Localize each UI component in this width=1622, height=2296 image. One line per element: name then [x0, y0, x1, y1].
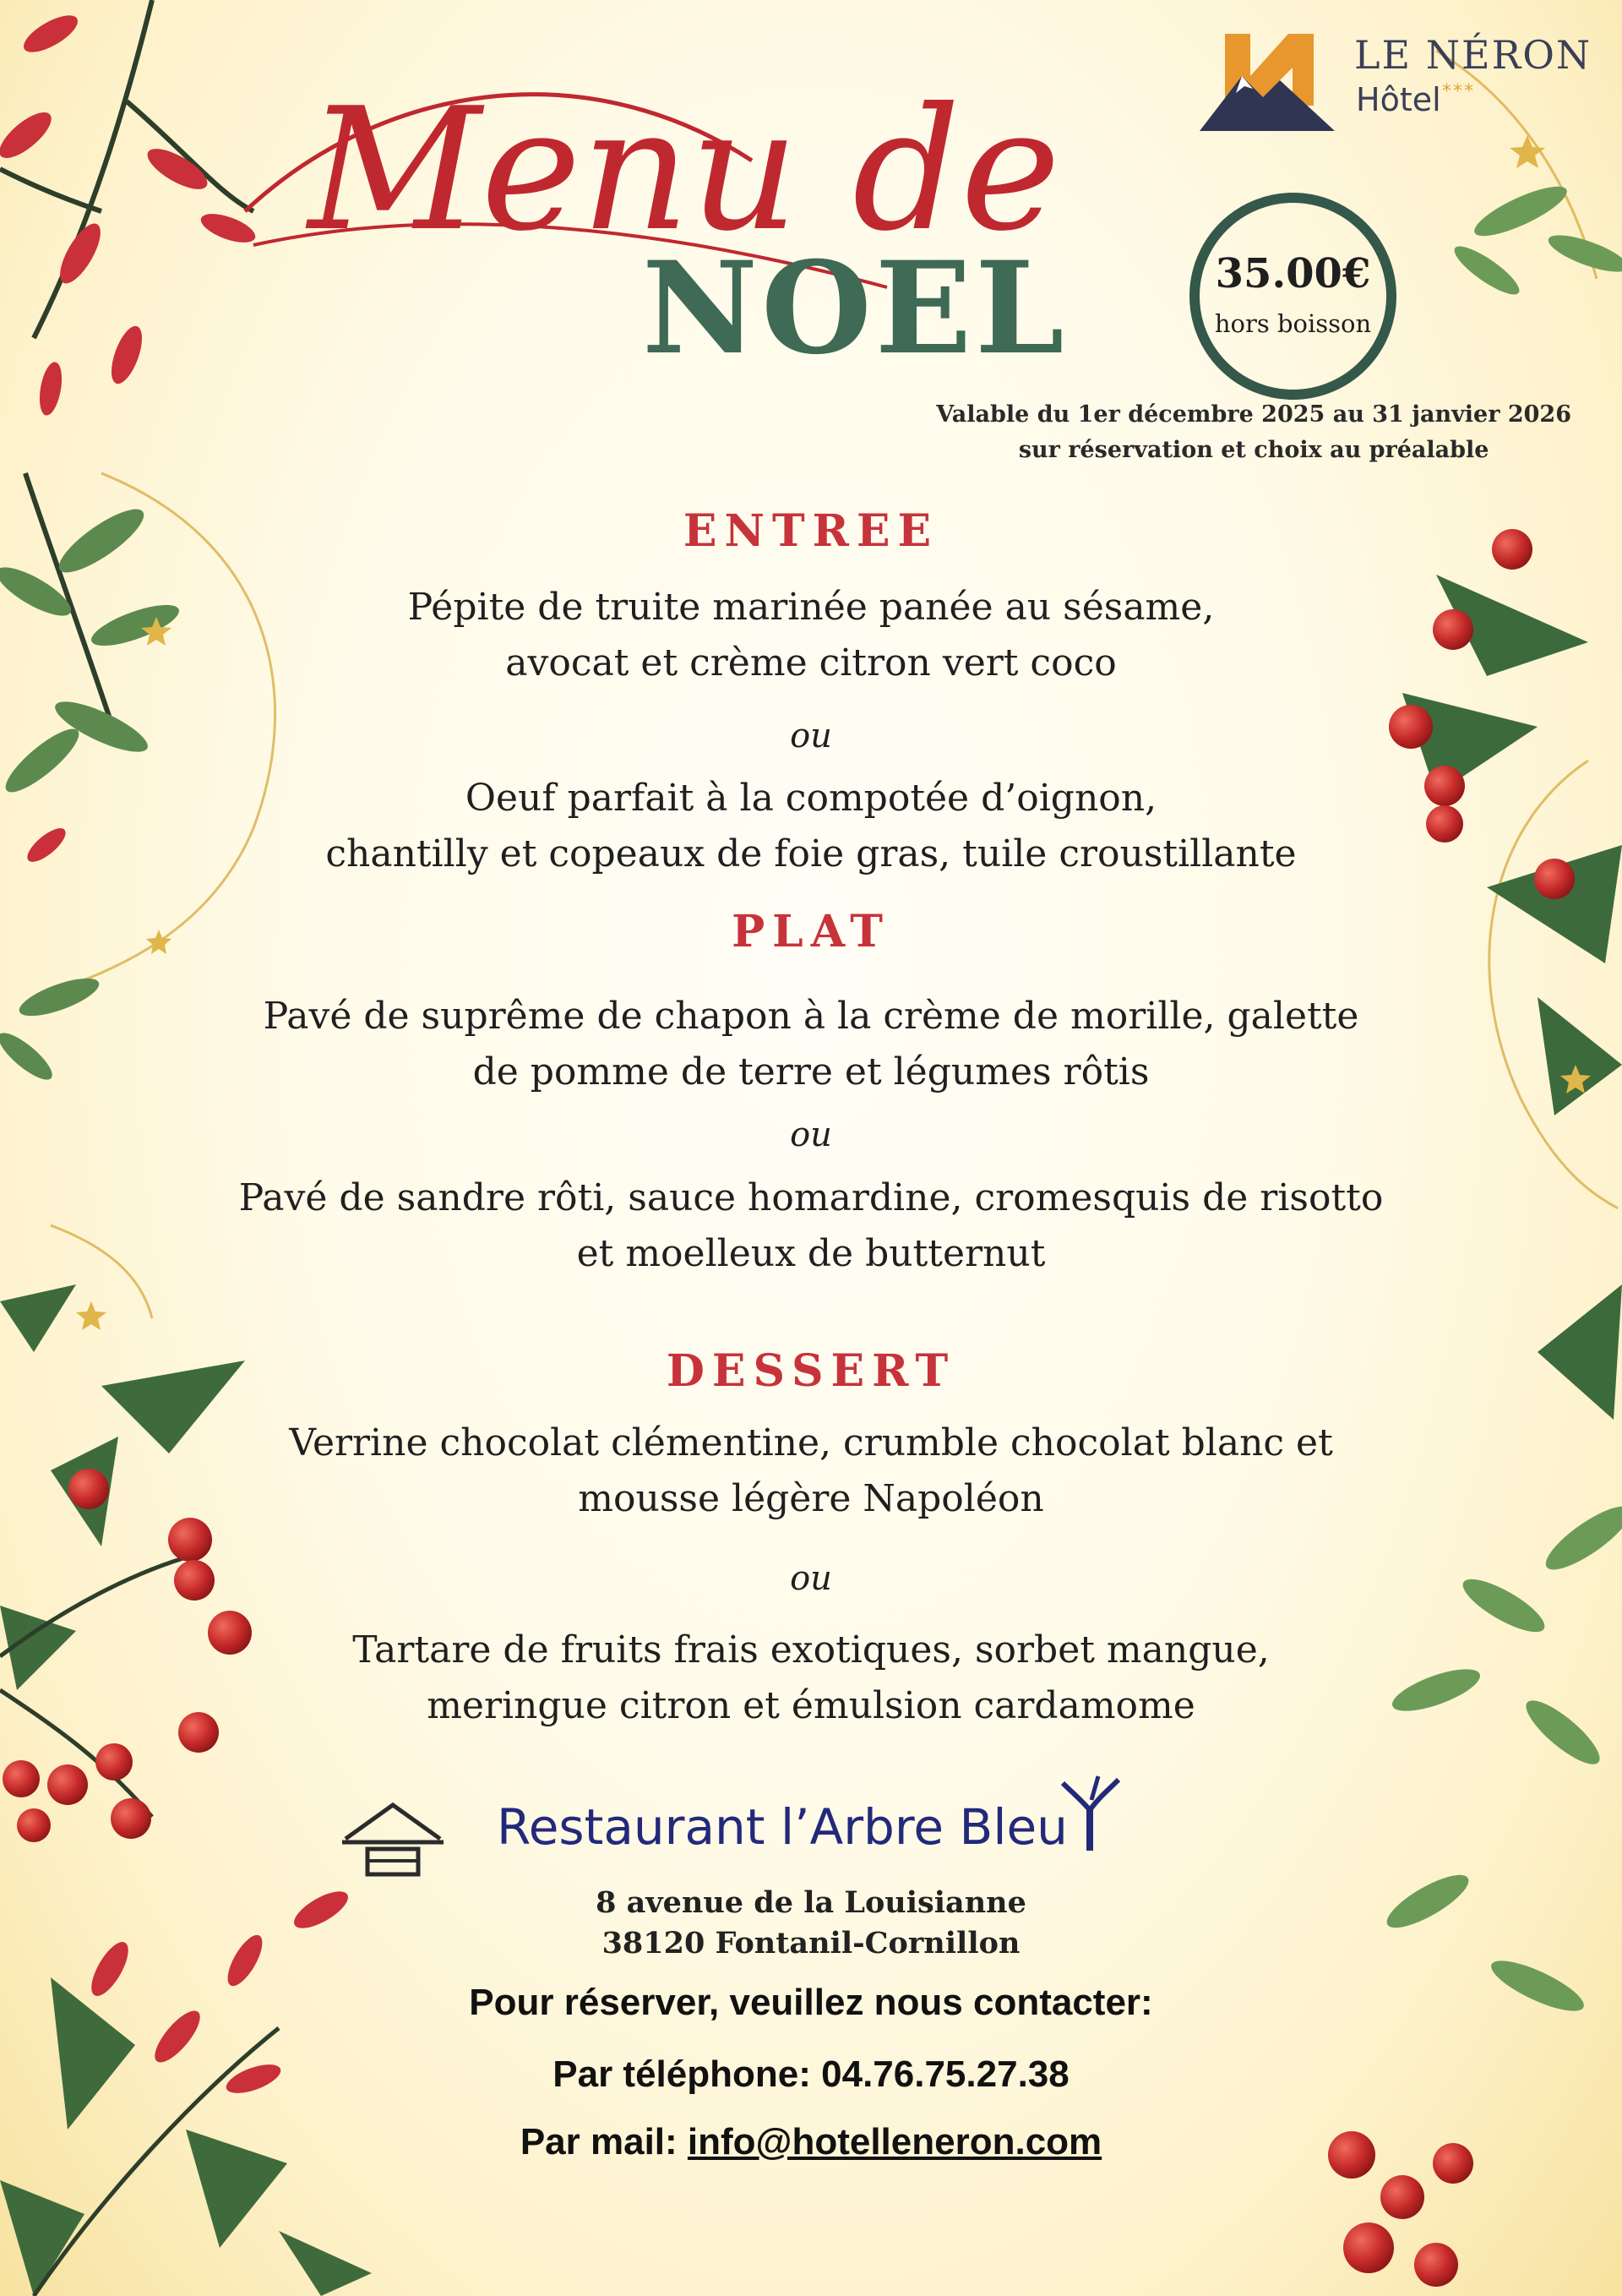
dish-dessert-2: [127, 1622, 1495, 1734]
or-separator: ou: [790, 1115, 832, 1154]
or-separator: ou: [790, 717, 832, 755]
tree-icon: [1056, 1775, 1124, 1852]
contact-intro: Pour réserver, veuillez nous contacter:: [469, 1982, 1153, 2023]
address-line-1: 8 avenue de la Louisianne: [596, 1885, 1026, 1920]
dish-line: Oeuf parfait à la compotée d’oignon,: [465, 777, 1157, 820]
dish-entree-2: [127, 771, 1495, 882]
hotel-stars: ***: [1442, 81, 1475, 102]
or-separator: ou: [790, 1559, 832, 1598]
dish-plat-2: [127, 1170, 1495, 1282]
dish-line: Verrine chocolat clémentine, crumble chocolat blanc et: [289, 1421, 1333, 1464]
hotel-name: LE NÉRON: [1354, 32, 1592, 78]
dish-line: avocat et crème citron vert coco: [505, 641, 1117, 684]
dish-plat-1: [127, 989, 1495, 1100]
title-main: NOEL: [642, 234, 1068, 383]
section-title-dessert: DESSERT: [666, 1345, 956, 1397]
phone-label: Par téléphone:: [552, 2053, 811, 2095]
dish-line: de pomme de terre et légumes rôtis: [472, 1050, 1150, 1093]
validity-line-1: Valable du 1er décembre 2025 au 31 janvier 2026: [936, 401, 1571, 428]
dish-line: meringue citron et émulsion cardamome: [427, 1684, 1195, 1727]
dish-line: mousse légère Napoléon: [578, 1477, 1044, 1520]
dish-line: chantilly et copeaux de foie gras, tuile croustillante: [325, 832, 1297, 875]
contact-phone: [0, 2053, 1622, 2096]
section-title-entree: ENTREE: [683, 505, 939, 557]
house-icon: [342, 1800, 444, 1878]
dish-entree-1: [127, 580, 1495, 691]
email-link[interactable]: info@hotelleneron.com: [687, 2121, 1102, 2162]
section-title-plat: PLAT: [732, 906, 890, 957]
mail-label: Par mail:: [520, 2121, 678, 2162]
title-script-text: Menu de: [308, 72, 1061, 269]
dish-line: et moelleux de butternut: [576, 1232, 1046, 1275]
dish-dessert-1: [127, 1415, 1495, 1527]
hotel-type: Hôtel: [1356, 81, 1441, 118]
restaurant-name: Restaurant l’Arbre Bleu: [497, 1798, 1068, 1856]
validity-line-2: sur réservation et choix au préalable: [1018, 437, 1489, 463]
contact-mail: [0, 2121, 1622, 2163]
dish-line: Pavé de suprême de chapon à la crème de morille, galette: [263, 995, 1359, 1038]
price-note: hors boisson: [1214, 309, 1372, 338]
price-value: 35.00€: [1215, 250, 1371, 297]
address-line-2: 38120 Fontanil-Cornillon: [601, 1926, 1021, 1961]
dish-line: Pépite de truite marinée panée au sésame,: [407, 586, 1215, 629]
restaurant-address: [0, 1883, 1622, 1964]
phone-number[interactable]: 04.76.75.27.38: [821, 2053, 1070, 2095]
dish-line: Tartare de fruits frais exotiques, sorbet mangue,: [352, 1628, 1270, 1672]
dish-line: Pavé de sandre rôti, sauce homardine, cromesquis de risotto: [238, 1176, 1384, 1219]
